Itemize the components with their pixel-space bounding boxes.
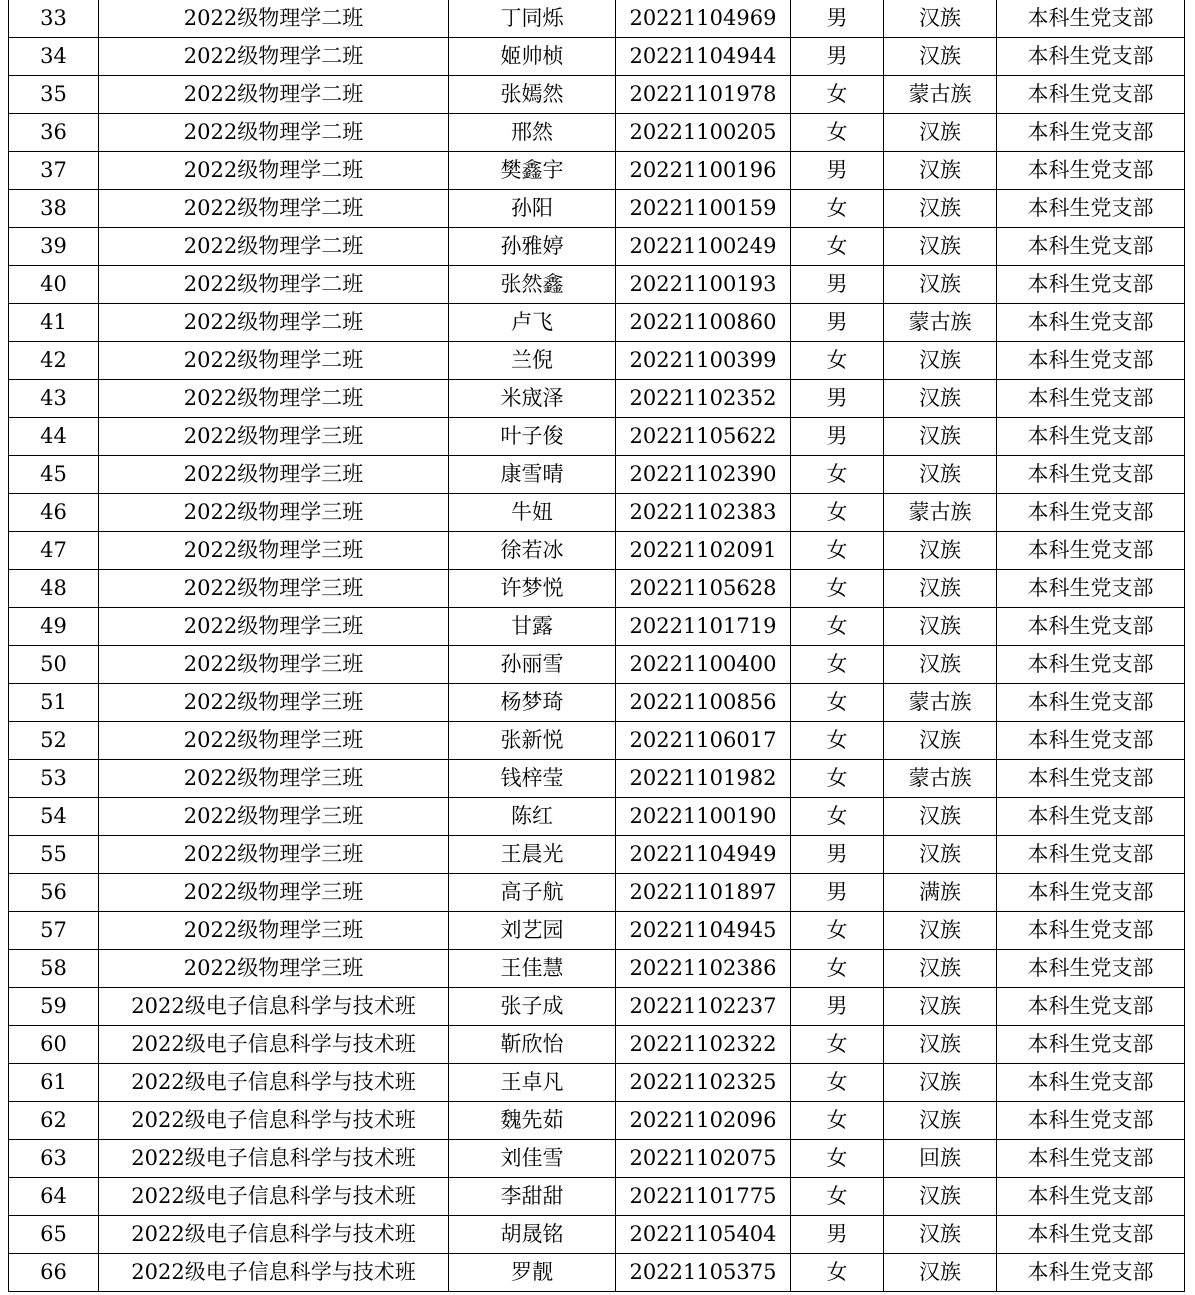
- student-name-cell: 王卓凡: [449, 1064, 616, 1102]
- gender-cell: 女: [791, 456, 884, 494]
- class-cell: 2022级物理学三班: [99, 456, 449, 494]
- party-branch-cell: 本科生党支部: [997, 874, 1185, 912]
- gender-cell: 女: [791, 912, 884, 950]
- ethnicity-cell: 汉族: [884, 114, 997, 152]
- student-name-cell: 张子成: [449, 988, 616, 1026]
- student-id-cell: 20221100856: [616, 684, 791, 722]
- ethnicity-cell: 汉族: [884, 570, 997, 608]
- ethnicity-cell: 蒙古族: [884, 760, 997, 798]
- ethnicity-cell: 蒙古族: [884, 304, 997, 342]
- gender-cell: 女: [791, 950, 884, 988]
- party-branch-cell: 本科生党支部: [997, 1140, 1185, 1178]
- class-cell: 2022级电子信息科学与技术班: [99, 1178, 449, 1216]
- class-cell: 2022级物理学三班: [99, 874, 449, 912]
- student-name-cell: 邢然: [449, 114, 616, 152]
- party-branch-cell: 本科生党支部: [997, 722, 1185, 760]
- roster-body: [9, 0, 1185, 1292]
- ethnicity-cell: 汉族: [884, 228, 997, 266]
- ethnicity-cell: 汉族: [884, 38, 997, 76]
- ethnicity-cell: 汉族: [884, 646, 997, 684]
- table-row: [9, 0, 1185, 38]
- student-id-cell: 20221104969: [616, 0, 791, 38]
- gender-cell: 男: [791, 152, 884, 190]
- student-id-cell: 20221105375: [616, 1254, 791, 1292]
- party-branch-cell: 本科生党支部: [997, 380, 1185, 418]
- ethnicity-cell: 汉族: [884, 380, 997, 418]
- student-id-cell: 20221102096: [616, 1102, 791, 1140]
- party-branch-cell: 本科生党支部: [997, 114, 1185, 152]
- row-number-cell: 55: [9, 836, 99, 874]
- class-cell: 2022级物理学三班: [99, 646, 449, 684]
- ethnicity-cell: 汉族: [884, 456, 997, 494]
- class-cell: 2022级电子信息科学与技术班: [99, 1140, 449, 1178]
- gender-cell: 男: [791, 874, 884, 912]
- student-name-cell: 杨梦琦: [449, 684, 616, 722]
- ethnicity-cell: 汉族: [884, 836, 997, 874]
- class-cell: 2022级电子信息科学与技术班: [99, 1102, 449, 1140]
- gender-cell: 男: [791, 266, 884, 304]
- student-name-cell: 徐若冰: [449, 532, 616, 570]
- student-id-cell: 20221100190: [616, 798, 791, 836]
- party-branch-cell: 本科生党支部: [997, 646, 1185, 684]
- row-number-cell: 43: [9, 380, 99, 418]
- table-row: [9, 228, 1185, 266]
- student-id-cell: 20221100205: [616, 114, 791, 152]
- table-row: [9, 950, 1185, 988]
- student-name-cell: 王晨光: [449, 836, 616, 874]
- class-cell: 2022级电子信息科学与技术班: [99, 1216, 449, 1254]
- student-name-cell: 丁同烁: [449, 0, 616, 38]
- row-number-cell: 49: [9, 608, 99, 646]
- table-row: [9, 38, 1185, 76]
- table-row: [9, 1140, 1185, 1178]
- row-number-cell: 59: [9, 988, 99, 1026]
- ethnicity-cell: 汉族: [884, 912, 997, 950]
- gender-cell: 女: [791, 494, 884, 532]
- gender-cell: 女: [791, 1026, 884, 1064]
- party-branch-cell: 本科生党支部: [997, 38, 1185, 76]
- ethnicity-cell: 汉族: [884, 608, 997, 646]
- row-number-cell: 48: [9, 570, 99, 608]
- class-cell: 2022级物理学二班: [99, 380, 449, 418]
- class-cell: 2022级物理学三班: [99, 722, 449, 760]
- party-branch-cell: 本科生党支部: [997, 988, 1185, 1026]
- class-cell: 2022级物理学二班: [99, 0, 449, 38]
- student-id-cell: 20221102091: [616, 532, 791, 570]
- row-number-cell: 62: [9, 1102, 99, 1140]
- party-branch-cell: 本科生党支部: [997, 418, 1185, 456]
- ethnicity-cell: 蒙古族: [884, 76, 997, 114]
- ethnicity-cell: 汉族: [884, 152, 997, 190]
- row-number-cell: 42: [9, 342, 99, 380]
- table-row: [9, 988, 1185, 1026]
- party-branch-cell: 本科生党支部: [997, 0, 1185, 38]
- row-number-cell: 63: [9, 1140, 99, 1178]
- table-row: [9, 608, 1185, 646]
- student-name-cell: 王佳慧: [449, 950, 616, 988]
- row-number-cell: 35: [9, 76, 99, 114]
- party-branch-cell: 本科生党支部: [997, 570, 1185, 608]
- party-branch-cell: 本科生党支部: [997, 1026, 1185, 1064]
- row-number-cell: 58: [9, 950, 99, 988]
- row-number-cell: 36: [9, 114, 99, 152]
- table-row: [9, 874, 1185, 912]
- student-id-cell: 20221104949: [616, 836, 791, 874]
- ethnicity-cell: 汉族: [884, 0, 997, 38]
- row-number-cell: 50: [9, 646, 99, 684]
- party-branch-cell: 本科生党支部: [997, 304, 1185, 342]
- student-id-cell: 20221102237: [616, 988, 791, 1026]
- row-number-cell: 47: [9, 532, 99, 570]
- student-id-cell: 20221104945: [616, 912, 791, 950]
- class-cell: 2022级物理学三班: [99, 608, 449, 646]
- student-id-cell: 20221102390: [616, 456, 791, 494]
- ethnicity-cell: 汉族: [884, 1216, 997, 1254]
- student-name-cell: 李甜甜: [449, 1178, 616, 1216]
- gender-cell: 女: [791, 570, 884, 608]
- class-cell: 2022级物理学三班: [99, 760, 449, 798]
- student-id-cell: 20221102322: [616, 1026, 791, 1064]
- class-cell: 2022级物理学二班: [99, 152, 449, 190]
- table-row: [9, 760, 1185, 798]
- ethnicity-cell: 汉族: [884, 988, 997, 1026]
- student-name-cell: 张然鑫: [449, 266, 616, 304]
- student-id-cell: 20221102325: [616, 1064, 791, 1102]
- gender-cell: 女: [791, 114, 884, 152]
- party-branch-cell: 本科生党支部: [997, 342, 1185, 380]
- class-cell: 2022级物理学二班: [99, 38, 449, 76]
- gender-cell: 女: [791, 646, 884, 684]
- class-cell: 2022级物理学二班: [99, 304, 449, 342]
- student-name-cell: 靳欣怡: [449, 1026, 616, 1064]
- ethnicity-cell: 蒙古族: [884, 684, 997, 722]
- student-id-cell: 20221100860: [616, 304, 791, 342]
- student-name-cell: 张新悦: [449, 722, 616, 760]
- gender-cell: 女: [791, 1140, 884, 1178]
- student-name-cell: 姬帅桢: [449, 38, 616, 76]
- gender-cell: 女: [791, 532, 884, 570]
- class-cell: 2022级物理学三班: [99, 950, 449, 988]
- student-name-cell: 卢飞: [449, 304, 616, 342]
- table-row: [9, 342, 1185, 380]
- gender-cell: 女: [791, 76, 884, 114]
- gender-cell: 女: [791, 684, 884, 722]
- student-id-cell: 20221100196: [616, 152, 791, 190]
- class-cell: 2022级电子信息科学与技术班: [99, 1064, 449, 1102]
- student-id-cell: 20221106017: [616, 722, 791, 760]
- table-row: [9, 1102, 1185, 1140]
- row-number-cell: 53: [9, 760, 99, 798]
- row-number-cell: 45: [9, 456, 99, 494]
- party-branch-cell: 本科生党支部: [997, 152, 1185, 190]
- class-cell: 2022级物理学三班: [99, 684, 449, 722]
- student-id-cell: 20221104944: [616, 38, 791, 76]
- class-cell: 2022级物理学二班: [99, 114, 449, 152]
- party-branch-cell: 本科生党支部: [997, 1254, 1185, 1292]
- class-cell: 2022级物理学二班: [99, 228, 449, 266]
- gender-cell: 男: [791, 38, 884, 76]
- student-name-cell: 兰倪: [449, 342, 616, 380]
- ethnicity-cell: 汉族: [884, 950, 997, 988]
- table-row: [9, 836, 1185, 874]
- student-name-cell: 钱梓莹: [449, 760, 616, 798]
- party-branch-cell: 本科生党支部: [997, 912, 1185, 950]
- ethnicity-cell: 汉族: [884, 190, 997, 228]
- roster-sheet: [8, 0, 1184, 1292]
- row-number-cell: 33: [9, 0, 99, 38]
- table-row: [9, 152, 1185, 190]
- ethnicity-cell: 汉族: [884, 722, 997, 760]
- party-branch-cell: 本科生党支部: [997, 1102, 1185, 1140]
- row-number-cell: 38: [9, 190, 99, 228]
- student-name-cell: 刘艺园: [449, 912, 616, 950]
- party-branch-cell: 本科生党支部: [997, 494, 1185, 532]
- gender-cell: 男: [791, 380, 884, 418]
- table-row: [9, 456, 1185, 494]
- gender-cell: 男: [791, 836, 884, 874]
- table-row: [9, 1064, 1185, 1102]
- student-name-cell: 牛妞: [449, 494, 616, 532]
- class-cell: 2022级电子信息科学与技术班: [99, 988, 449, 1026]
- ethnicity-cell: 汉族: [884, 266, 997, 304]
- row-number-cell: 61: [9, 1064, 99, 1102]
- party-branch-cell: 本科生党支部: [997, 1064, 1185, 1102]
- class-cell: 2022级物理学三班: [99, 836, 449, 874]
- member-roster-table: [8, 0, 1185, 1292]
- class-cell: 2022级物理学二班: [99, 76, 449, 114]
- gender-cell: 女: [791, 342, 884, 380]
- student-id-cell: 20221101978: [616, 76, 791, 114]
- row-number-cell: 44: [9, 418, 99, 456]
- gender-cell: 女: [791, 760, 884, 798]
- student-name-cell: 张嫣然: [449, 76, 616, 114]
- student-name-cell: 胡晟铭: [449, 1216, 616, 1254]
- student-id-cell: 20221100400: [616, 646, 791, 684]
- ethnicity-cell: 汉族: [884, 1254, 997, 1292]
- table-row: [9, 1254, 1185, 1292]
- gender-cell: 女: [791, 1064, 884, 1102]
- student-id-cell: 20221101982: [616, 760, 791, 798]
- gender-cell: 男: [791, 1216, 884, 1254]
- row-number-cell: 65: [9, 1216, 99, 1254]
- gender-cell: 女: [791, 798, 884, 836]
- student-name-cell: 孙阳: [449, 190, 616, 228]
- party-branch-cell: 本科生党支部: [997, 798, 1185, 836]
- class-cell: 2022级物理学二班: [99, 190, 449, 228]
- party-branch-cell: 本科生党支部: [997, 950, 1185, 988]
- ethnicity-cell: 汉族: [884, 1026, 997, 1064]
- student-id-cell: 20221105404: [616, 1216, 791, 1254]
- student-id-cell: 20221105628: [616, 570, 791, 608]
- table-row: [9, 266, 1185, 304]
- table-row: [9, 1026, 1185, 1064]
- student-name-cell: 樊鑫宇: [449, 152, 616, 190]
- table-row: [9, 684, 1185, 722]
- table-row: [9, 76, 1185, 114]
- table-row: [9, 570, 1185, 608]
- row-number-cell: 66: [9, 1254, 99, 1292]
- student-name-cell: 米宬泽: [449, 380, 616, 418]
- student-id-cell: 20221101719: [616, 608, 791, 646]
- gender-cell: 女: [791, 228, 884, 266]
- party-branch-cell: 本科生党支部: [997, 228, 1185, 266]
- student-name-cell: 甘露: [449, 608, 616, 646]
- ethnicity-cell: 满族: [884, 874, 997, 912]
- row-number-cell: 56: [9, 874, 99, 912]
- gender-cell: 女: [791, 190, 884, 228]
- table-row: [9, 798, 1185, 836]
- party-branch-cell: 本科生党支部: [997, 456, 1185, 494]
- student-name-cell: 刘佳雪: [449, 1140, 616, 1178]
- row-number-cell: 64: [9, 1178, 99, 1216]
- party-branch-cell: 本科生党支部: [997, 532, 1185, 570]
- class-cell: 2022级物理学三班: [99, 532, 449, 570]
- student-name-cell: 陈红: [449, 798, 616, 836]
- student-name-cell: 高子航: [449, 874, 616, 912]
- ethnicity-cell: 蒙古族: [884, 494, 997, 532]
- student-name-cell: 康雪晴: [449, 456, 616, 494]
- table-row: [9, 722, 1185, 760]
- party-branch-cell: 本科生党支部: [997, 76, 1185, 114]
- student-name-cell: 叶子俊: [449, 418, 616, 456]
- table-row: [9, 646, 1185, 684]
- student-name-cell: 孙丽雪: [449, 646, 616, 684]
- row-number-cell: 46: [9, 494, 99, 532]
- party-branch-cell: 本科生党支部: [997, 608, 1185, 646]
- class-cell: 2022级物理学二班: [99, 266, 449, 304]
- student-id-cell: 20221102386: [616, 950, 791, 988]
- row-number-cell: 57: [9, 912, 99, 950]
- row-number-cell: 51: [9, 684, 99, 722]
- student-id-cell: 20221102383: [616, 494, 791, 532]
- student-id-cell: 20221101897: [616, 874, 791, 912]
- ethnicity-cell: 汉族: [884, 798, 997, 836]
- student-id-cell: 20221101775: [616, 1178, 791, 1216]
- student-id-cell: 20221100399: [616, 342, 791, 380]
- ethnicity-cell: 汉族: [884, 1064, 997, 1102]
- ethnicity-cell: 汉族: [884, 342, 997, 380]
- class-cell: 2022级物理学三班: [99, 494, 449, 532]
- student-name-cell: 许梦悦: [449, 570, 616, 608]
- party-branch-cell: 本科生党支部: [997, 190, 1185, 228]
- table-row: [9, 1178, 1185, 1216]
- student-id-cell: 20221100249: [616, 228, 791, 266]
- party-branch-cell: 本科生党支部: [997, 760, 1185, 798]
- class-cell: 2022级物理学三班: [99, 418, 449, 456]
- student-id-cell: 20221102075: [616, 1140, 791, 1178]
- ethnicity-cell: 汉族: [884, 1102, 997, 1140]
- gender-cell: 女: [791, 1178, 884, 1216]
- gender-cell: 女: [791, 608, 884, 646]
- row-number-cell: 52: [9, 722, 99, 760]
- table-row: [9, 1216, 1185, 1254]
- gender-cell: 女: [791, 722, 884, 760]
- row-number-cell: 54: [9, 798, 99, 836]
- party-branch-cell: 本科生党支部: [997, 684, 1185, 722]
- table-row: [9, 912, 1185, 950]
- ethnicity-cell: 汉族: [884, 418, 997, 456]
- student-name-cell: 魏先茹: [449, 1102, 616, 1140]
- class-cell: 2022级电子信息科学与技术班: [99, 1026, 449, 1064]
- ethnicity-cell: 回族: [884, 1140, 997, 1178]
- ethnicity-cell: 汉族: [884, 532, 997, 570]
- table-row: [9, 418, 1185, 456]
- party-branch-cell: 本科生党支部: [997, 1178, 1185, 1216]
- student-name-cell: 罗靓: [449, 1254, 616, 1292]
- table-row: [9, 532, 1185, 570]
- table-row: [9, 380, 1185, 418]
- party-branch-cell: 本科生党支部: [997, 836, 1185, 874]
- row-number-cell: 41: [9, 304, 99, 342]
- class-cell: 2022级物理学二班: [99, 342, 449, 380]
- party-branch-cell: 本科生党支部: [997, 266, 1185, 304]
- class-cell: 2022级物理学三班: [99, 798, 449, 836]
- ethnicity-cell: 汉族: [884, 1178, 997, 1216]
- student-name-cell: 孙雅婷: [449, 228, 616, 266]
- row-number-cell: 34: [9, 38, 99, 76]
- row-number-cell: 60: [9, 1026, 99, 1064]
- row-number-cell: 37: [9, 152, 99, 190]
- table-row: [9, 494, 1185, 532]
- table-row: [9, 114, 1185, 152]
- gender-cell: 男: [791, 304, 884, 342]
- class-cell: 2022级物理学三班: [99, 912, 449, 950]
- gender-cell: 男: [791, 0, 884, 38]
- row-number-cell: 39: [9, 228, 99, 266]
- gender-cell: 男: [791, 988, 884, 1026]
- table-row: [9, 304, 1185, 342]
- student-id-cell: 20221102352: [616, 380, 791, 418]
- class-cell: 2022级电子信息科学与技术班: [99, 1254, 449, 1292]
- table-row: [9, 190, 1185, 228]
- gender-cell: 女: [791, 1102, 884, 1140]
- student-id-cell: 20221100159: [616, 190, 791, 228]
- gender-cell: 女: [791, 1254, 884, 1292]
- student-id-cell: 20221100193: [616, 266, 791, 304]
- gender-cell: 男: [791, 418, 884, 456]
- party-branch-cell: 本科生党支部: [997, 1216, 1185, 1254]
- row-number-cell: 40: [9, 266, 99, 304]
- class-cell: 2022级物理学三班: [99, 570, 449, 608]
- student-id-cell: 20221105622: [616, 418, 791, 456]
